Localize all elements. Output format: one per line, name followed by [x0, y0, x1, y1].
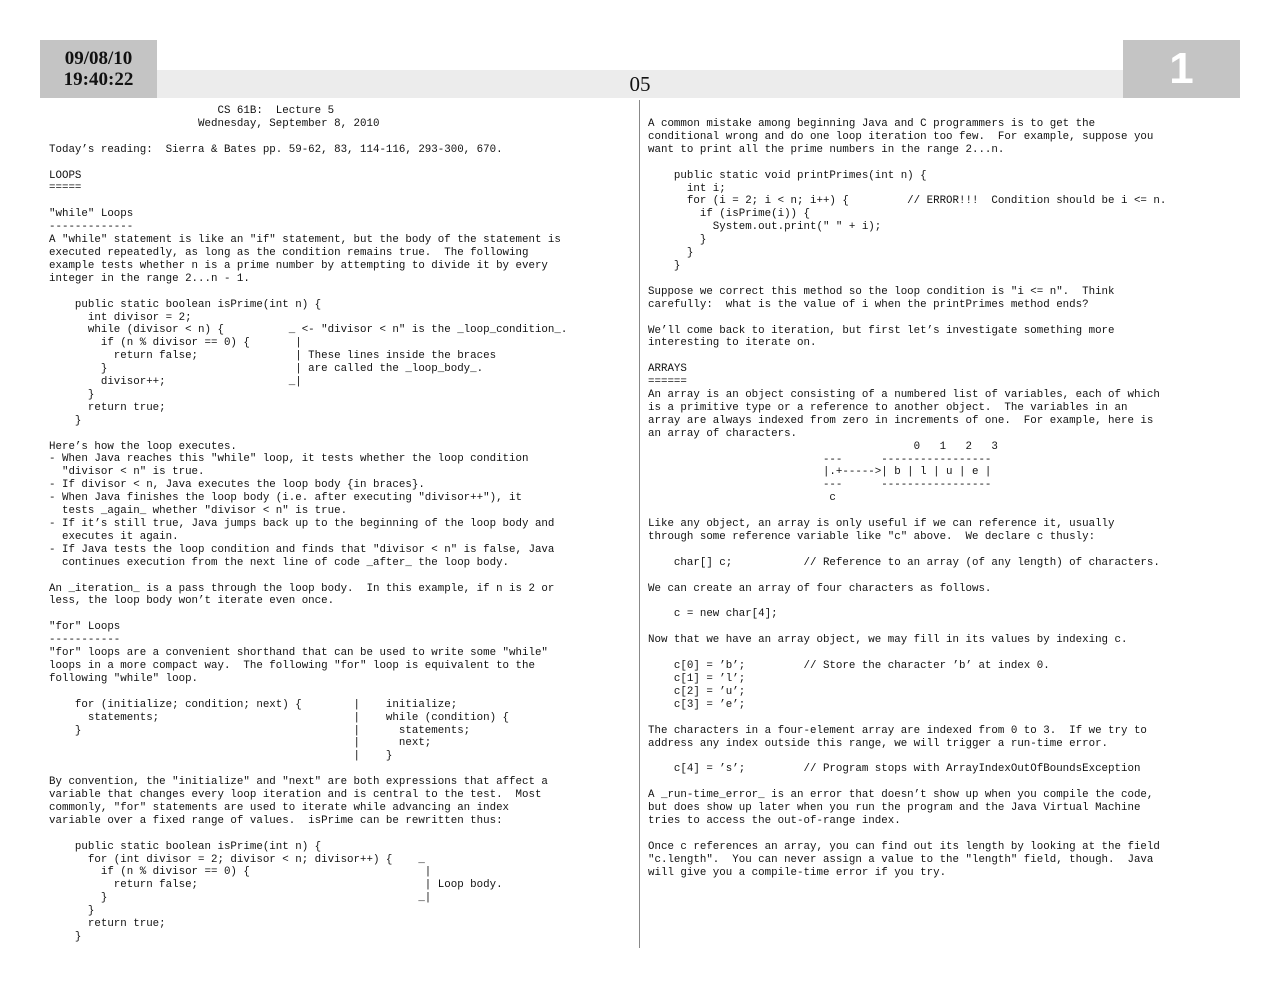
file-name: 05: [629, 72, 651, 96]
print-time: 19:40:22: [63, 69, 134, 90]
right-column-text: A common mistake among beginning Java and C programmers is to get the conditional wrong and do one loop iteration too few. For example, suppose you want to print all the prime numbers in the range 2...n. public static void printPrimes(int n) { int i; for (i = 2; i < n; i++) { // ERROR!!! Condition should be i <= n. if (isPrime(i)) { System.out.print(" " + i); } } } Suppose we correct this method so the loop condition is "i <= n". Think carefully: what is the value of i when the printPrimes method ends? We’ll come back to iteration, but first let’s investigate something more interesting to iterate on. ARRAYS ====== An array is an object consisting of a numbered list of variables, each of which is a primitive type or a reference to another object. The variables in an array are always indexed from zero in increments of one. For example, here is an array of characters. 0 1 2 3 --- ----------------- |.+----->| b | l | u | e | --- ----------------- c Like any object, an array is only useful if we can reference it, usually through some reference variable like "c" above. We declare c thusly: char[] c; // Reference to an array (of any length) of characters. We can create an array of four characters as follows. c = new char[4]; Now that we have an array object, we may fill in its values by indexing c. c[0] = ’b’; // Store the character ’b’ at index 0. c[1] = ’l’; c[2] = ’u’; c[3] = ’e’; The characters in a four-element array are indexed from 0 to 3. If we try to address any index outside this range, we will trigger a run-time error. c[4] = ’s’; // Program stops with ArrayIndexOutOfBoundsException A _run-time_error_ is an error that doesn’t show up when you compile the code, but does show up later when you run the program and the Java Virtual Machine tries to access the out-of-range index. Once c references an array, you can find out its length by looking at the field "c.length". You can never assign a value to the "length" field, though. Java will give you a compile-time error if you try.: [648, 118, 1167, 879]
date-time-box: [40, 40, 157, 98]
column-divider: [639, 100, 640, 948]
left-column-text: CS 61B: Lecture 5 Wednesday, September 8, 2010 Today’s reading: Sierra & Bates pp. 59-62, 83, 114-116, 293-300, 670. LOOPS ===== "while" Loops ------------- A "while" statement is like an "if" statement, but the body of the statement is executed repeatedly, as long as the condition remains true. The following example tests whether n is a prime number by attempting to divide it by every integer in the range 2...n - 1. public static boolean isPrime(int n) { int divisor = 2; while (divisor < n) { _ <- "divisor < n" is the _loop_condition_. if (n % divisor == 0) { | return false; | These lines inside the braces } | are called the _loop_body_. divisor++; _| } return true; } Here’s how the loop executes. - When Java reaches this "while" loop, it tests whether the loop condition "divisor < n" is true. - If divisor < n, Java executes the loop body {in braces}. - When Java finishes the loop body (i.e. after executing "divisor++"), it tests _again_ whether "divisor < n" is true. - If it’s still true, Java jumps back up to the beginning of the loop body and executes it again. - If Java tests the loop condition and finds that "divisor < n" is false, Java continues execution from the next line of code _after_ the loop body. An _iteration_ is a pass through the loop body. In this example, if n is 2 or less, the loop body won’t iterate even once. "for" Loops ----------- "for" loops are a convenient shorthand that can be used to write some "while" loops in a more compact way. The following "for" loop is equivalent to the following "while" loop. for (initialize; condition; next) { | initialize; statements; | while (condition) { } | statements; | next; | } By convention, the "initialize" and "next" are both expressions that affect a variable that changes every loop iteration and is central to the test. Most commonly, "for" statements are used to iterate while advancing an index variable over a fixed range of values. isPrime can be rewritten thus: public static boolean isPrime(int n) { for (int divisor = 2; divisor < n; divisor++) { _ if (n % divisor == 0) { | return false; | Loop body. } _| } return true; }: [49, 105, 568, 943]
page-number: 1: [1123, 40, 1240, 98]
print-date: 09/08/10: [64, 48, 133, 69]
